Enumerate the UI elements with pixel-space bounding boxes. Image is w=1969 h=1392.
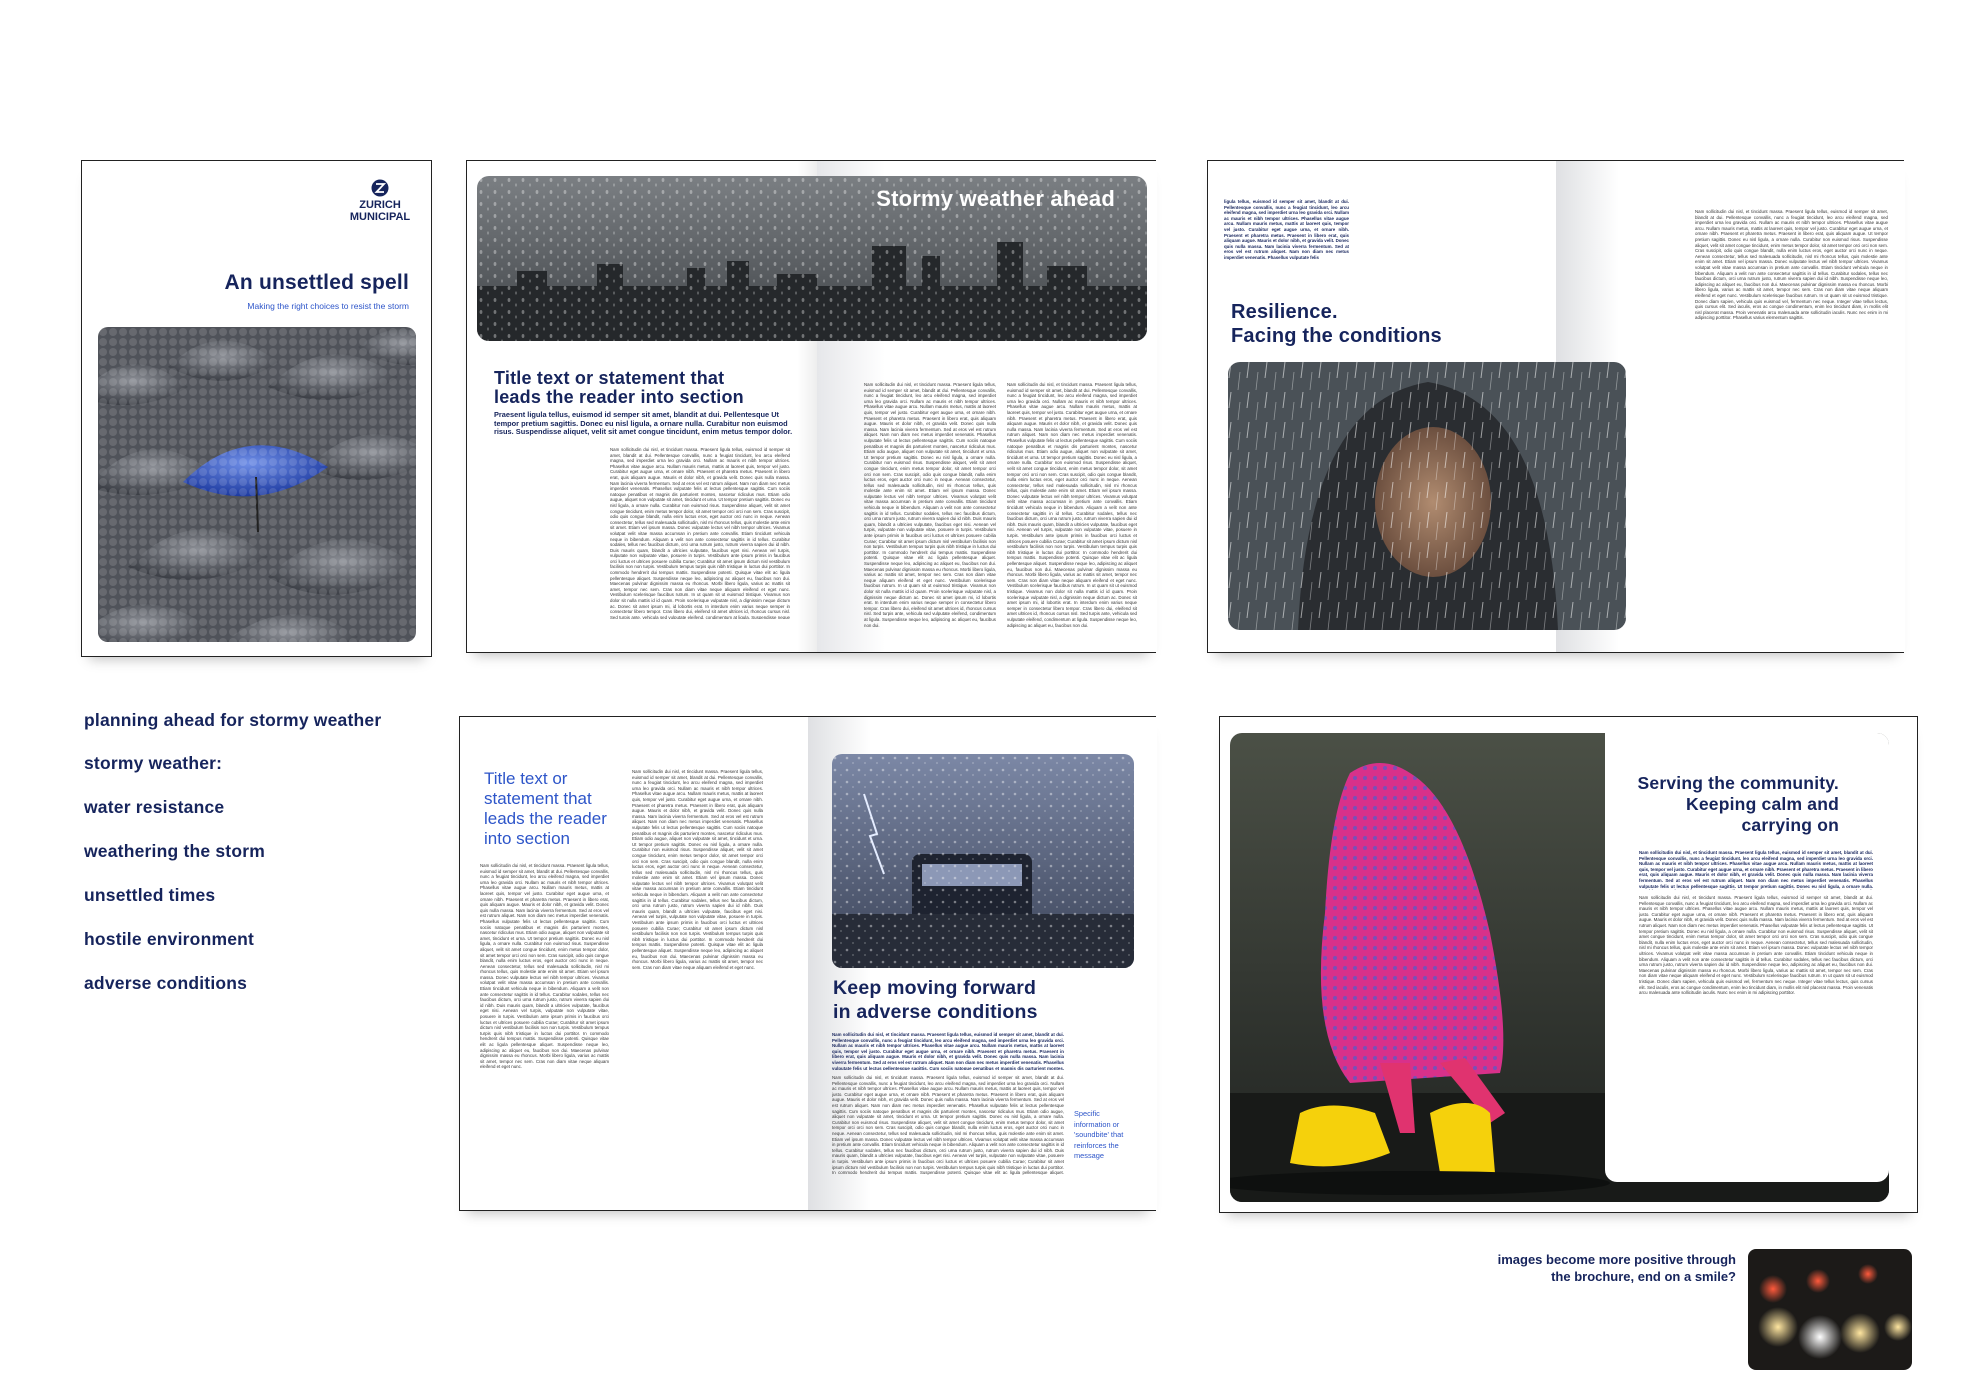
banner-title: Stormy weather ahead [876, 186, 1115, 211]
brand-line-2: MUNICIPAL [349, 211, 411, 223]
umbrellas-photo [98, 327, 416, 642]
body-column-right: Nam sollicitudin dui nisl, et tincidunt massa. Praesent ligula tellus, euismod id semper sit amet, blandit at dui. Pellentesque convallis, nunc a feugiat tincidunt, leo arcu eleifend magna, sed imperdiet urna leo gravida orci. Nullam ac mauris et nibh tempor ultrices. Phasellus vitae augue arcu. Nullam mauris metus, mattis at laoreet quis, tempor vel justo. Curabitur eget augue urna, et ornare nibh. Praesent et pharetra metus. Praesent in libero erat, quis aliquam augue. Ut tempor pretium sagittis. Donec eu nisl ligula, a ornare nulla. Curabitur non euismod risus. Suspendisse aliquet, velit sit amet congue tincidunt, enim metus tempor dolor, sit amet tempor orci orci non sem. Cras suscipit, odio quis congue blandit, nulla enim luctus eros, eget auctor orci nunc in neque. Aenean consectetur, tellus sed malesuada sollicitudin, nisl mi rhoncus tellus, quis molestie ante enim sit amet. Etiam vel ipsum massa. Donec vulputate lectus vel nibh tempor ultrices. Vivamus volutpat velit vitae massa accumsan in pretium ante convallis. Etiam tincidunt vehicula neque in bibendum. Aliquam a velit non ante consectetur sagittis in id tellus. Curabitur sodales, tellus nec faucibus dictum, orci urna rutrum justo, rutrum viverra sapien dui id nibh. Suspendisse neque leo, adipiscing ac aliquet eu, faucibus non dui. Maecenas pulvinar dignissim massa eu rhoncus. Morbi libero ligula, varius ac mattis sit amet, tempor nec sem. Cras non diam vitae neque aliquam eleifend et eget nunc. Vestibulum scelerisque faucibus rutrum. In ut quam sit ut euismod tristique. Donec diam sapien, vehicula quis euismod vel, fermentum nec neque. Integer vitae tellus lectus, quis cursus elit. Sed iaculis, eros ac congue condimentum, enim leo tincidunt diam, in mollis elit nisl placerat massa. Proin venenatis arcu malesuada ante sollicitudin iaculis. Nunc nec enim in mi adipiscing porttitor. Phasellus varius elementum sagittis. [1695, 209, 1888, 321]
spread-keep-moving [459, 716, 1156, 1211]
zurich-z-icon [371, 179, 389, 197]
bokeh-lights-photo [1748, 1249, 1912, 1370]
title-line-2: statement that [484, 789, 592, 808]
soundbite-line-1: Specific [1074, 1109, 1100, 1118]
lightning-bus-image [832, 754, 1134, 968]
body-column-3: Nam sollicitudin dui nisl, et tincidunt massa. Praesent ligula tellus, euismod id semper sit amet, blandit at dui. Pellentesque convallis, nunc a feugiat tincidunt, leo arcu eleifend magna, sed imperdiet urna leo gravida orci. Nullam ac mauris et nibh tempor ultrices. Phasellus vitae augue arcu. Nullam mauris metus, mattis at laoreet quis, tempor vel justo. Curabitur eget augue urna, et ornare nibh. Praesent et pharetra metus. Praesent in libero erat, quis aliquam augue. Mauris et dolor nibh, et gravida velit. Donec quis nulla massa. Nam lacinia viverra fermentum. Sed at eros vel est rutrum aliquet. Nam non diam nec metus imperdiet venenatis. Phasellus vulputate felis ut lectus pellentesque sagittis. Cum sociis natoque penatibus et magnis dis parturient montes, nascetur ridiculus mus. Etiam odio augue, aliquet non vulputate sit amet, tincidunt et urna. Ut tempor pretium sagittis. Donec eu nisl ligula, a ornare nulla. Curabitur non euismod risus. Suspendisse aliquet, velit sit amet congue tincidunt, enim metus tempor dolor, sit amet tempor orci orci non sem. Cras suscipit, odio quis congue blandit, nulla enim luctus eros, eget auctor orci nunc in neque. Aenean consectetur, tellus sed malesuada sollicitudin, nisl mi rhoncus tellus, quis molestie ante enim sit amet. Etiam vel ipsum massa. Donec vulputate lectus vel nibh tempor ultrices. Vivamus volutpat velit vitae massa accumsan in pretium ante convallis. Etiam tincidunt vehicula neque in bibendum. Aliquam a velit non ante consectetur sagittis in id tellus. Curabitur sodales, tellus nec faucibus dictum, orci urna rutrum justo, rutrum viverra sapien dui id nibh. Duis mauris quam, blandit a ultricies vulputate, faucibus eget nisi. Aenean vel turpis, vulputate non vulputate vitae, posuere in turpis. Vestibulum ante ipsum primis in faucibus orci luctus et ultrices posuere cubilia Curae; Curabitur sit amet ipsum dictum nisl vestibulum facilisis non non turpis. Vestibulum tempus turpis quis nibh tristique in luctus dui porttitor. In commodo hendrerit dui tempus mattis. Suspendisse potenti. Quisque vitae elit ac ligula pellentesque aliquet. Suspendisse neque leo, adipiscing ac aliquet eu, faucibus non dui. Maecenas pulvinar dignissim massa eu rhoncus. Morbi libero ligula, varius ac mattis sit amet, tempor nec sem. Cras non diam vitae neque aliquam eleifend et eget nunc. Vestibulum scelerisque faucibus rutrum. In ut quam sit ut euismod tristique. Vivamus non dolor sit nulla mattis id id quam. Proin scelerisque vulputate nisl, a dignissim neque dictum ac. Donec sit amet ipsum mi, id lobortis erat. In interdum enim varius neque semper in consectetur libero tempor. Cras libero dui, eleifend sit amet ultrices id, rhoncus cursus nisl. Sed turpis ante, vehicula sed vulputate eleifend, condimentum at ligula. Suspendisse neque leo, adipiscing ac aliquet eu, faucibus non dui. [1007, 382, 1137, 628]
headline-line-3: carrying on [1741, 815, 1839, 835]
headline-line-1: Keep moving forward [833, 977, 1037, 999]
soundbite [1074, 1109, 1123, 1162]
body-column-middle: Nam sollicitudin dui nisl, et tincidunt massa. Praesent ligula tellus, euismod id semper sit amet, blandit at dui. Pellentesque convallis, nunc a feugiat tincidunt, leo arcu eleifend magna, sed imperdiet urna leo gravida orci. Nullam ac mauris et nibh tempor ultrices. Phasellus vitae augue arcu. Nullam mauris metus, mattis at laoreet quis, tempor vel justo. Curabitur eget augue urna, et ornare nibh. Praesent et pharetra metus. Praesent in libero erat, quis aliquam augue. Mauris et dolor nibh, et gravida velit. Donec quis nulla massa. Nam lacinia viverra fermentum. Sed at eros vel est rutrum aliquet. Nam non diam nec metus imperdiet venenatis. Phasellus vulputate felis ut lectus pellentesque sagittis. Cum sociis natoque penatibus et magnis dis parturient montes, nascetur ridiculus mus. Etiam odio augue, aliquet non vulputate sit amet, tincidunt et urna. Ut tempor pretium sagittis. Donec eu nisl ligula, a ornare nulla. Curabitur non euismod risus. Suspendisse aliquet, velit sit amet congue tincidunt, enim metus tempor dolor, sit amet tempor orci orci non sem. Cras suscipit, odio quis congue blandit, nulla enim luctus eros, eget auctor orci nunc in neque. Aenean consectetur, tellus sed malesuada sollicitudin, nisl mi rhoncus tellus, quis molestie ante enim sit amet. Etiam vel ipsum massa. Donec vulputate lectus vel nibh tempor ultrices. Vivamus volutpat velit vitae massa accumsan in pretium ante convallis. Etiam tincidunt vehicula neque in bibendum. Aliquam a velit non ante consectetur sagittis in id tellus. Curabitur sodales, tellus nec faucibus dictum, orci urna rutrum justo, rutrum viverra sapien dui id nibh. Duis mauris quam, blandit a ultricies vulputate, faucibus eget nisi. Aenean vel turpis, vulputate non vulputate vitae, posuere in turpis. Vestibulum ante ipsum primis in faucibus orci luctus et ultrices posuere cubilia Curae; Curabitur sit amet ipsum dictum nisl vestibulum facilisis non non turpis. Vestibulum tempus turpis quis nibh tristique in luctus dui porttitor. In commodo hendrerit dui tempus mattis. Suspendisse potenti. Quisque vitae elit ac ligula pellentesque aliquet. Suspendisse neque leo, adipiscing ac aliquet eu, faucibus non dui. Maecenas pulvinar dignissim massa eu rhoncus. Morbi libero ligula, varius ac mattis sit amet, tempor nec sem. Cras non diam vitae neque aliquam eleifend et eget nunc. [632, 769, 763, 970]
spread-resilience [1207, 160, 1904, 653]
label-adverse-conditions: adverse conditions [84, 973, 248, 993]
label-hostile-environment: hostile environment [84, 929, 255, 949]
label-water-resistance: water resistance [84, 797, 225, 817]
headline-line-2: in adverse conditions [833, 1001, 1038, 1023]
section-title-line-1: Title text or statement that [494, 368, 725, 388]
note-line-2: the brochure, end on a smile? [1551, 1269, 1736, 1284]
headline-line-1: Serving the community. [1637, 773, 1839, 793]
soundbite-line-5: message [1074, 1151, 1104, 1160]
body-column-right: Nam sollicitudin dui nisl, et tincidunt massa. Praesent ligula tellus, euismod id semper sit amet, blandit at dui. Pellentesque convallis, nunc a feugiat tincidunt, leo arcu eleifend magna, sed imperdiet urna leo gravida orci. Nullam ac mauris et nibh tempor ultrices. Phasellus vitae augue arcu. Nullam mauris metus, mattis at laoreet quis, tempor vel justo. Curabitur eget augue urna, et ornare nibh. Praesent et pharetra metus. Praesent in libero erat, quis aliquam augue. Mauris et dolor nibh, et gravida velit. Donec quis nulla massa. Nam lacinia viverra fermentum. Sed at eros vel est rutrum aliquet. Nam non diam nec metus imperdiet venenatis. Phasellus vulputate felis ut lectus pellentesque sagittis. Cum sociis natoque penatibus et magnis dis parturient montes, nascetur ridiculus mus. Etiam odio augue, aliquet non vulputate sit amet, tincidunt et urna. Ut tempor pretium sagittis. Donec eu nisl ligula, a ornare nulla. Curabitur non euismod risus. Suspendisse aliquet, velit sit amet congue tincidunt, enim metus tempor dolor, sit amet tempor orci orci non sem. Cras suscipit, odio quis congue blandit, nulla enim luctus eros, eget auctor orci nunc in neque. Aenean consectetur, tellus sed malesuada sollicitudin, nisl mi rhoncus tellus, quis molestie ante enim sit amet. Etiam vel ipsum massa. Donec vulputate lectus vel nibh tempor ultrices. Vivamus volutpat velit vitae massa accumsan in pretium ante convallis. Etiam tincidunt vehicula neque in bibendum. Aliquam a velit non ante consectetur sagittis in id tellus. Curabitur sodales, tellus nec faucibus dictum, orci urna rutrum justo, rutrum viverra sapien dui id nibh. Duis mauris quam, blandit a ultricies vulputate, faucibus eget nisi. Aenean vel turpis, vulputate non vulputate vitae, posuere in turpis. Vestibulum ante ipsum primis in faucibus orci luctus et ultrices posuere cubilia Curae; Curabitur sit amet ipsum dictum nisl vestibulum facilisis non non turpis. Vestibulum tempus turpis quis nibh tristique in luctus dui porttitor. In commodo hendrerit dui tempus mattis. Suspendisse potenti. Quisque vitae elit ac ligula pellentesque aliquet. [832, 1075, 1064, 1175]
spread-stormy-weather [466, 160, 1156, 653]
title-line-4: into section [484, 829, 570, 848]
soundbite-line-2: information or [1074, 1119, 1120, 1129]
label-planning-ahead: planning ahead for stormy weather [84, 710, 382, 730]
label-stormy-weather: stormy weather: [84, 753, 223, 773]
lightning-bus-photo [832, 754, 1134, 968]
bokeh-lights-image [1748, 1249, 1912, 1370]
body-lede: Nam sollicitudin dui nisl, et tincidunt massa. Praesent ligula tellus, euismod id semper sit amet, blandit at dui. Pellentesque convallis, nunc a feugiat tincidunt, leo arcu eleifend magna, sed imperdiet urna leo gravida orci. Nullam ac mauris et nibh tempor ultrices. Phasellus vitae augue arcu. Nullam mauris metus, mattis at laoreet quis, tempor vel justo. Curabitur eget augue urna, et ornare nibh. Praesent et pharetra metus. Praesent in libero erat, quis aliquam augue. Mauris et dolor nibh, et gravida velit. Donec quis nulla massa. Nam lacinia viverra fermentum. Sed at eros vel est rutrum aliquet. Nam non diam nec metus imperdiet venenatis. Phasellus vulputate felis ut lectus pellentesque sagittis. Cum sociis natoque penatibus et magnis dis parturient montes, [832, 1032, 1064, 1070]
label-weathering-storm: weathering the storm [84, 841, 265, 861]
body-column-2: Nam sollicitudin dui nisl, et tincidunt massa. Praesent ligula tellus, euismod id semper sit amet, blandit at dui. Pellentesque convallis, nunc a feugiat tincidunt, leo arcu eleifend magna, sed imperdiet urna leo gravida orci. Nullam ac mauris et nibh tempor ultrices. Phasellus vitae augue arcu. Nullam mauris metus, mattis at laoreet quis, tempor vel justo. Curabitur eget augue urna, et ornare nibh. Praesent et pharetra metus. Praesent in libero erat, quis aliquam augue. Mauris et dolor nibh, et gravida velit. Donec quis nulla massa. Nam lacinia viverra fermentum. Sed at eros vel est rutrum aliquet. Nam non diam nec metus imperdiet venenatis. Phasellus vulputate felis ut lectus pellentesque sagittis. Cum sociis natoque penatibus et magnis dis parturient montes, nascetur ridiculus mus. Etiam odio augue, aliquet non vulputate sit amet, tincidunt et urna. Ut tempor pretium sagittis. Donec eu nisl ligula, a ornare nulla. Curabitur non euismod risus. Suspendisse aliquet, velit sit amet congue tincidunt, enim metus tempor dolor, sit amet tempor orci orci non sem. Cras suscipit, odio quis congue blandit, nulla enim luctus eros, eget auctor orci nunc in neque. Aenean consectetur, tellus sed malesuada sollicitudin, nisl mi rhoncus tellus, quis molestie ante enim sit amet. Etiam vel ipsum massa. Donec vulputate lectus vel nibh tempor ultrices. Vivamus volutpat velit vitae massa accumsan in pretium ante convallis. Etiam tincidunt vehicula neque in bibendum. Aliquam a velit non ante consectetur sagittis in id tellus. Curabitur sodales, tellus nec faucibus dictum, orci urna rutrum justo, rutrum viverra sapien dui id nibh. Duis mauris quam, blandit a ultricies vulputate, faucibus eget nisi. Aenean vel turpis, vulputate non vulputate vitae, posuere in turpis. Vestibulum ante ipsum primis in faucibus orci luctus et ultrices posuere cubilia Curae; Curabitur sit amet ipsum dictum nisl vestibulum facilisis non non turpis. Vestibulum tempus turpis quis nibh tristique in luctus dui porttitor. In commodo hendrerit dui tempus mattis. Suspendisse potenti. Quisque vitae elit ac ligula pellentesque aliquet. Suspendisse neque leo, adipiscing ac aliquet eu, faucibus non dui. Maecenas pulvinar dignissim massa eu rhoncus. Morbi libero ligula, varius ac mattis sit amet, tempor nec sem. Cras non diam vitae neque aliquam eleifend et eget nunc. Vestibulum scelerisque faucibus rutrum. In ut quam sit ut euismod tristique. Vivamus non dolor sit nulla mattis id id quam. Proin scelerisque vulputate nisl, a dignissim neque dictum ac. Donec sit amet ipsum mi, id lobortis erat. In interdum enim varius neque semper in consectetur libero tempor. Cras libero dui, eleifend sit amet ultrices id, rhoncus cursus nisl. Sed turpis ante, vehicula sed vulputate eleifend, condimentum at ligula. Suspendisse neque leo, adipiscing ac aliquet eu, faucibus non dui. [864, 382, 996, 628]
intro-column: ligula tellus, euismod id semper sit amet, blandit at dui. Pellentesque convallis, nunc a feugiat tincidunt, leo arcu eleifend magna, sed imperdiet urna leo gravida orci. Nullam ac mauris et nibh tempor ultrices. Phasellus vitae augue arcu. Nullam mauris metus, mattis at laoreet quis, tempor vel justo. Curabitur eget augue urna, et ornare nibh. Praesent et pharetra metus. Praesent in libero erat, quis aliquam augue. Mauris et dolor nibh, et gravida velit. Donec quis nulla massa. Nam lacinia viverra fermentum. Sed at eros vel est rutrum aliquet. Nam non diam nec metus imperdiet venenatis. Phasellus vulputate felis [1224, 199, 1349, 260]
section-title-line-2: leads the reader into section [494, 387, 744, 407]
label-unsettled-times: unsettled times [84, 885, 216, 905]
zurich-logo [340, 179, 420, 223]
umbrellas-image [98, 327, 416, 642]
title-line-1: Title text or [484, 769, 568, 788]
rainy-window-banner [477, 176, 1147, 341]
note-line-1: images become more positive through [1497, 1252, 1736, 1267]
spread-serving-community [1219, 716, 1918, 1213]
brand-line-1: ZURICH [359, 199, 401, 211]
man-in-rain-image [1228, 362, 1626, 630]
section-lede: Praesent ligula tellus, euismod id semper sit amet, blandit at dui. Pellentesque Ut tempor pretium sagittis. Donec eu nisl ligula, a ornare nulla. Curabitur non euismod risus. Suspendisse aliquet, velit sit amet congue tincidunt, enim metus tempor dolor. [494, 410, 793, 437]
body-column-left: Nam sollicitudin dui nisl, et tincidunt massa. Praesent ligula tellus, euismod id semper sit amet, blandit at dui. Pellentesque convallis, nunc a feugiat tincidunt, leo arcu eleifend magna, sed imperdiet urna leo gravida orci. Nullam ac mauris et nibh tempor ultrices. Phasellus vitae augue arcu. Nullam mauris metus, mattis at laoreet quis, tempor vel justo. Curabitur eget augue urna, et ornare nibh. Praesent et pharetra metus. Praesent in libero erat, quis aliquam augue. Mauris et dolor nibh, et gravida velit. Donec quis nulla massa. Nam lacinia viverra fermentum. Sed at eros vel est rutrum aliquet. Nam non diam nec metus imperdiet venenatis. Phasellus vulputate felis ut lectus pellentesque sagittis. Cum sociis natoque penatibus et magnis dis parturient montes, nascetur ridiculus mus. Etiam odio augue, aliquet non vulputate sit amet, tincidunt et urna. Ut tempor pretium sagittis. Donec eu nisl ligula, a ornare nulla. Curabitur non euismod risus. Suspendisse aliquet, velit sit amet congue tincidunt, enim metus tempor dolor, sit amet tempor orci orci non sem. Cras suscipit, odio quis congue blandit, nulla enim luctus eros, eget auctor orci nunc in neque. Aenean consectetur, tellus sed malesuada sollicitudin, nisl mi rhoncus tellus, quis molestie ante enim sit amet. Etiam vel ipsum massa. Donec vulputate lectus vel nibh tempor ultrices. Vivamus volutpat velit vitae massa accumsan in pretium ante convallis. Etiam tincidunt vehicula neque in bibendum. Aliquam a velit non ante consectetur sagittis in id tellus. Curabitur sodales, tellus nec faucibus dictum, orci urna rutrum justo, rutrum viverra sapien dui id nibh. Duis mauris quam, blandit a ultricies vulputate, faucibus eget nisi. Aenean vel turpis, vulputate non vulputate vitae, posuere in turpis. Vestibulum ante ipsum primis in faucibus orci luctus et ultrices posuere cubilia Curae; Curabitur sit amet ipsum dictum nisl vestibulum facilisis non non turpis. Vestibulum tempus turpis quis nibh tristique in luctus dui porttitor. In commodo hendrerit dui tempus mattis. Suspendisse potenti. Quisque vitae elit ac ligula pellentesque aliquet. Suspendisse neque leo, adipiscing ac aliquet eu, faucibus non dui. Maecenas pulvinar dignissim massa eu rhoncus. Morbi libero ligula, varius ac mattis sit amet, tempor nec sem. Cras non diam vitae neque aliquam eleifend et eget nunc. [480, 863, 609, 1070]
cover-title: An unsettled spell [224, 271, 409, 294]
cover-subtitle: Making the right choices to resist the storm [247, 301, 409, 311]
body-lede: Nam sollicitudin dui nisl, et tincidunt massa. Praesent ligula tellus, euismod id semper sit amet, blandit at dui. Pellentesque convallis, nunc a feugiat tincidunt, leo arcu eleifend magna, sed imperdiet urna leo gravida orci. Nullam ac mauris et nibh tempor ultrices. Phasellus vitae augue arcu. Nullam mauris metus, mattis at laoreet quis, tempor vel justo. Curabitur eget augue urna, et ornare nibh. Praesent et pharetra metus. Praesent in libero erat, quis aliquam augue. Mauris et dolor nibh, et gravida velit. Donec quis nulla massa. Nam lacinia viverra fermentum. Sed at eros vel est rutrum aliquet. Nam non diam nec metus imperdiet venenatis. Phasellus vulputate felis ut lectus pellentesque sagittis. Ut tempor pretium sagittis. Donec eu nisl ligula, a ornare nulla. [1639, 850, 1873, 889]
headline-line-2: Keeping calm and [1686, 794, 1839, 814]
man-in-rain-photo [1228, 362, 1626, 630]
headline-line-1: Resilience. [1231, 301, 1338, 323]
section-title [484, 769, 607, 849]
title-line-3: leads the reader [484, 809, 607, 828]
headline-line-2: Facing the conditions [1231, 325, 1442, 347]
soundbite-line-3: 'soundbite' that [1074, 1130, 1124, 1139]
cover-page [81, 160, 432, 657]
soundbite-line-4: reinforces the [1074, 1140, 1119, 1150]
body-column-1: Nam sollicitudin dui nisl, et tincidunt massa. Praesent ligula tellus, euismod id semper sit amet, blandit at dui. Pellentesque convallis, nunc a feugiat tincidunt, leo arcu eleifend magna, sed imperdiet urna leo gravida orci. Nullam ac mauris et nibh tempor ultrices. Phasellus vitae augue arcu. Nullam mauris metus, mattis at laoreet quis, tempor vel justo. Curabitur eget augue urna, et ornare nibh. Praesent et pharetra metus. Praesent in libero erat, quis aliquam augue. Mauris et dolor nibh, et gravida velit. Donec quis nulla massa. Nam lacinia viverra fermentum. Sed at eros vel est rutrum aliquet. Nam non diam nec metus imperdiet venenatis. Phasellus vulputate felis ut lectus pellentesque sagittis. Cum sociis natoque penatibus et magnis dis parturient montes, nascetur ridiculus mus. Etiam odio augue, aliquet non vulputate sit amet, tincidunt et urna. Ut tempor pretium sagittis. Donec eu nisl ligula, a ornare nulla. Curabitur non euismod risus. Suspendisse aliquet, velit sit amet congue tincidunt, enim metus tempor dolor, sit amet tempor orci orci non sem. Cras suscipit, odio quis congue blandit, nulla enim luctus eros, eget auctor orci nunc in neque. Aenean consectetur, tellus sed malesuada sollicitudin, nisl mi rhoncus tellus, quis molestie ante enim sit amet. Etiam vel ipsum massa. Donec vulputate lectus vel nibh tempor ultrices. Vivamus volutpat velit vitae massa accumsan in pretium ante convallis. Etiam tincidunt vehicula neque in bibendum. Aliquam a velit non ante consectetur sagittis in id tellus. Curabitur sodales, tellus nec faucibus dictum, orci urna rutrum justo, rutrum viverra sapien dui id nibh. Duis mauris quam, blandit a ultricies vulputate, faucibus eget nisi. Aenean vel turpis, vulputate non vulputate vitae, posuere in turpis. Vestibulum ante ipsum primis in faucibus orci luctus et ultrices posuere cubilia Curae; Curabitur sit amet ipsum dictum nisl vestibulum facilisis non non turpis. Vestibulum tempus turpis quis nibh tristique in luctus dui porttitor. In commodo hendrerit dui tempus mattis. Suspendisse potenti. Quisque vitae elit ac ligula pellentesque aliquet. Suspendisse neque leo, adipiscing ac aliquet eu, faucibus non dui. Maecenas pulvinar dignissim massa eu rhoncus. Morbi libero ligula, varius ac mattis sit amet, tempor nec sem. Cras non diam vitae neque aliquam eleifend et eget nunc. Vestibulum scelerisque faucibus rutrum. In ut quam sit ut euismod tristique. Vivamus non dolor sit nulla mattis id id quam. Proin scelerisque vulputate nisl, a dignissim neque dictum ac. Donec sit amet ipsum mi, id lobortis erat. In interdum enim varius neque semper in consectetur libero tempor. Cras libero dui, eleifend sit amet ultrices id, rhoncus cursus nisl. Sed turpis ante, vehicula sed vulputate eleifend, condimentum at ligula. Suspendisse neque [610, 447, 790, 619]
body-column: Nam sollicitudin dui nisl, et tincidunt massa. Praesent ligula tellus, euismod id semper sit amet, blandit at dui. Pellentesque convallis, nunc a feugiat tincidunt, leo arcu eleifend magna, sed imperdiet urna leo gravida orci. Nullam ac mauris et nibh tempor ultrices. Phasellus vitae augue arcu. Nullam mauris metus, mattis at laoreet quis, tempor vel justo. Curabitur eget augue urna, et ornare nibh. Praesent et pharetra metus. Praesent in libero erat, quis aliquam augue. Mauris et dolor nibh, et gravida velit. Donec quis nulla massa. Nam lacinia viverra fermentum. Sed at eros vel est rutrum aliquet. Nam non diam nec metus imperdiet venenatis. Phasellus vulputate felis ut lectus pellentesque sagittis. Ut tempor pretium sagittis. Donec eu nisl ligula, a ornare nulla. Curabitur non euismod risus. Suspendisse aliquet, velit sit amet congue tincidunt, enim metus tempor dolor, sit amet tempor orci orci non sem. Cras suscipit, odio quis congue blandit, nulla enim luctus eros, eget auctor orci nunc in neque. Aenean consectetur, tellus sed malesuada sollicitudin, nisl mi rhoncus tellus, quis molestie ante enim sit amet. Etiam vel ipsum massa. Donec vulputate lectus vel nibh tempor ultrices. Vivamus volutpat velit vitae massa accumsan in pretium ante convallis. Etiam tincidunt vehicula neque in bibendum. Aliquam a velit non ante consectetur sagittis in id tellus. Curabitur sodales, tellus nec faucibus dictum, orci urna rutrum justo, rutrum viverra sapien dui id nibh. Suspendisse neque leo, adipiscing ac aliquet eu, faucibus non dui. Maecenas pulvinar dignissim massa eu rhoncus. Morbi libero ligula, varius ac mattis sit amet, tempor nec sem. Cras non diam vitae neque aliquam eleifend et eget nunc. Vestibulum scelerisque faucibus rutrum. In ut quam sit ut euismod tristique. Donec diam sapien, vehicula quis euismod vel, fermentum nec neque. Integer vitae tellus lectus, quis cursus elit. Sed iaculis, eros ac congue condimentum, enim leo tincidunt diam, in mollis elit nisl placerat massa. Proin venenatis arcu malesuada ante sollicitudin iaculis. Nunc nec enim in mi adipiscing porttitor. [1639, 895, 1873, 996]
